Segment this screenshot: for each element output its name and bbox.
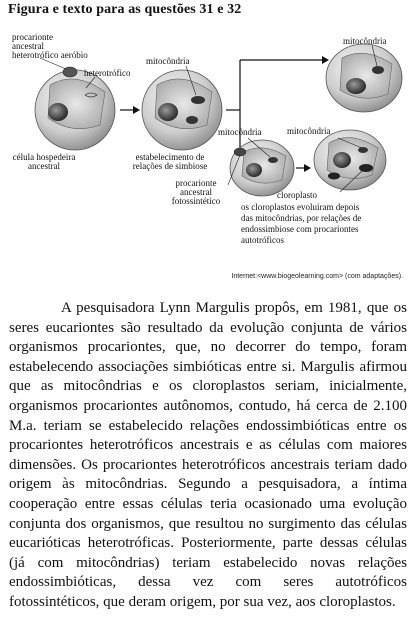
endosymbiosis-diagram <box>0 22 411 280</box>
label-prok-aerobic-2: ancestral <box>12 41 44 51</box>
host-cell <box>35 70 115 150</box>
figure-heading: Figura e texto para as questões 31 e 32 <box>8 2 242 17</box>
label-note-4: autotróficos <box>241 235 284 245</box>
label-mitocondria-center: mitocôndria <box>146 56 190 66</box>
body-paragraph: A pesquisadora Lynn Margulis propôs, em 1981, que os seres eucariontes são resultado da evolução conjunta de vários organismos procariontes, que, no decorrer do tempo, foram estabelecendo associações simbióticas entre si. Margulis afirmou que as mitocôndrias e os cloroplastos seriam, inicialmente, organismos procariontes autônomos, contudo, há cerca de 2.100 M.a. teriam se estabelecido relações endossimbióticas entre os procariontes heterotróficos ancestrais e as células com maiores dimensões. Os procariontes heterotróficos ancestrais teriam dado origem às mitocôndrias. Segundo a pesquisadora, a íntima cooperação entre essas células teria ocasionado uma evolução conjunta dos organismos, que resultou no surgimento das células eucarióticas heterotróficas. Posteriormente, parte dessas células (já com mitocôndrias) teriam estabelecido novas relações endossimbióticas, dessa vez com seres autotróficos fotossintéticos, que deram origem, por sua vez, aos cloroplastos. <box>9 300 407 610</box>
label-heterotrofico: heterotrófico <box>84 68 131 78</box>
label-symbiosis-1: estabelecimento de <box>135 152 205 162</box>
label-mitocondria-top: mitocôndria <box>343 36 387 46</box>
heterotroph-eukaryote-cell <box>326 44 402 112</box>
label-mitocondria-lower-right: mitocôndria <box>287 126 331 136</box>
label-mitocondria-lower-left: mitocôndria <box>218 127 262 137</box>
symbiosis-figure <box>0 22 411 280</box>
image-credit: Internet:<www.biogeolearning.com> (com adaptações). <box>231 273 403 280</box>
label-photo-1: procarionte <box>175 178 217 188</box>
label-note-1: os cloroplastos evoluíram depois <box>241 202 360 212</box>
label-host-1: célula hospedeira <box>12 152 76 162</box>
label-host-2: ancestral <box>28 161 60 171</box>
label-cloroplasto: cloroplasto <box>277 190 317 200</box>
label-photo-2: ancestral <box>180 187 212 197</box>
label-prok-aerobic-3: heterotrófico aeróbio <box>12 50 88 60</box>
label-symbiosis-2: relações de simbiose <box>132 161 208 171</box>
label-prok-aerobic-1: procarionte <box>12 32 53 42</box>
label-note-2: das mitocôndrias, por relações de <box>241 213 362 223</box>
label-photo-3: fotossintético <box>171 196 221 206</box>
label-note-3: endossimbiose com procariontes <box>241 224 359 234</box>
